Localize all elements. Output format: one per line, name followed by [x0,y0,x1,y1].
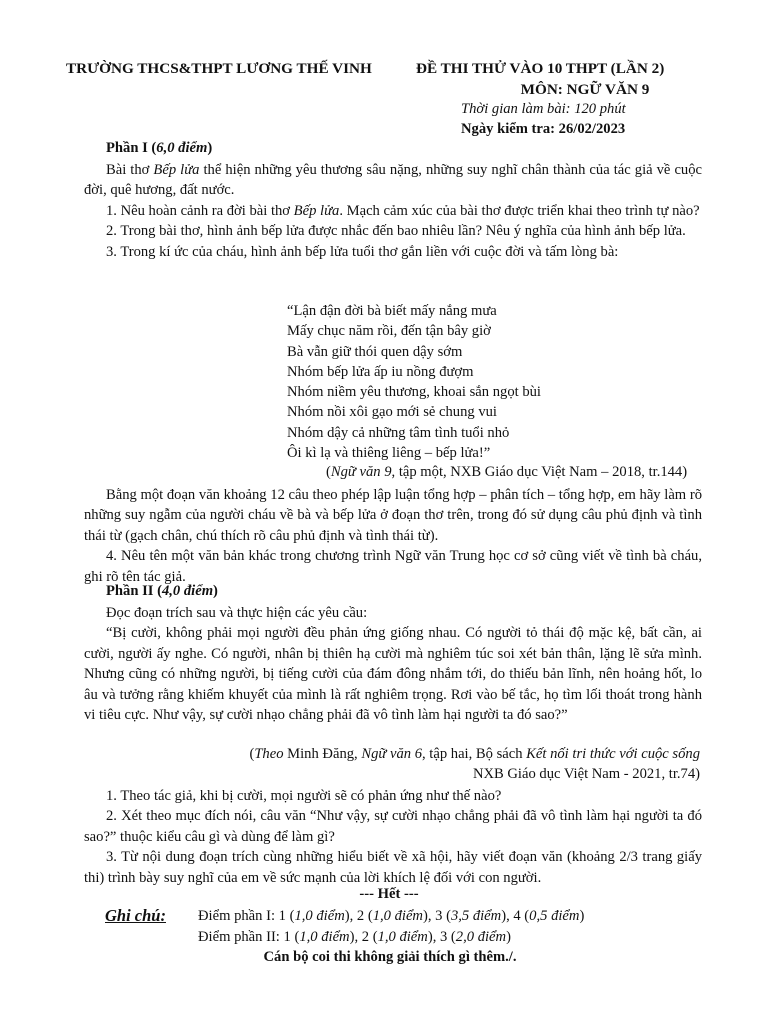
part1-heading: Phần I (6,0 điểm) [106,140,213,156]
subject: MÔN: NGỮ VĂN 9 [520,81,650,98]
poem-line: Nhóm bếp lửa ấp iu nồng đượm [287,363,474,380]
school-name: TRƯỜNG THCS&THPT LƯƠNG THẾ VINH [66,60,372,77]
poem-line: Bà vẫn giữ thói quen dậy sớm [287,343,463,360]
part1-task: Bằng một đoạn văn khoảng 12 câu theo phép lập luận tổng hợp – phân tích – tổng hợp, em hãy làm rõ những suy ngẫm của người cháu về bà và bếp lửa ở đoạn thơ trên, trong đó sử dụng câu phủ định và tình thái từ (gạch chân, chú thích rõ câu phủ định và tình thái từ). [84,487,702,544]
part1-body [84,160,702,262]
poem-line: “Lận đận đời bà biết mấy nắng mưa [287,303,497,319]
poem-line: Mấy chục năm rồi, đến tận bây giờ [287,323,491,340]
part1-question-4: 4. Nêu tên một văn bản khác trong chương trình Ngữ văn Trung học cơ sở cũng viết về tình bà cháu, ghi rõ tên tác giả. [84,548,702,585]
poem-line: Nhóm niềm yêu thương, khoai sắn ngọt bùi [287,384,541,401]
score-part2: Điểm phần II: 1 (1,0 điểm), 2 (1,0 điểm), 3 (2,0 điểm) [198,929,511,945]
part2-question-2: 2. Xét theo mục đích nói, câu văn “Như vậy, sự cười nhạo chẳng phải đã vô tình làm hại người ta đó sao?” thuộc kiểu câu gì và dùng để làm gì? [84,808,702,845]
exam-date: Ngày kiểm tra: 26/02/2023 [461,121,626,137]
poem-excerpt [287,301,541,463]
part2-questions [84,786,702,888]
part1-task-block [84,485,702,587]
poem-line: Nhóm dậy cả những tâm tình tuổi nhỏ [287,424,510,441]
part2-intro: Đọc đoạn trích sau và thực hiện các yêu cầu: [106,605,368,621]
part2-question-1: 1. Theo tác giả, khi bị cười, mọi người sẽ có phản ứng như thế nào? [106,788,502,804]
part1-question-1: 1. Nêu hoàn cảnh ra đời bài thơ Bếp lửa. Mạch cảm xúc của bài thơ được triển khai theo trình tự nào? [106,202,700,219]
poem-line: Nhóm nồi xôi gạo mới sẻ chung vui [287,404,497,421]
part2-heading: Phần II (4,0 điểm) [106,583,218,599]
closing-note: Cán bộ coi thi không giải thích gì thêm./. [263,949,517,965]
part2-question-3: 3. Từ nội dung đoạn trích cùng những hiểu biết về xã hội, hãy viết đoạn văn (khoảng 2/3 trang giấy thi) trình bày suy nghĩ của em về sức mạnh của lời khích lệ đối với con người. [84,849,702,886]
part2-excerpt: “Bị cười, không phải mọi người đều phản ứng giống nhau. Có người tỏ thái độ mặc kệ, bất cần, ai cười, người ấy nghe. Có người, nhân bị thiên hạ cười mà nghiêm túc soi xét bản thân, lặng lẽ sửa mình. Nhưng cũng có những người, bị tiếng cười của đám đông nhắm tới, do thiếu bản lĩnh, nên hoảng hốt, lo âu và tưởng rằng khiếm khuyết của mình là rất nghiêm trọng. Rơi vào bế tắc, họ tìm lối thoát trong hành vi tiêu cực. Như vậy, sự cười nhạo chẳng phải đã vô tình làm hại người ta đó sao?” [84,625,702,724]
score-part1: Điểm phần I: 1 (1,0 điểm), 2 (1,0 điểm), 3 (3,5 điểm), 4 (0,5 điểm) [198,908,585,924]
note-label: Ghi chú: [105,906,166,925]
part1-question-3: 3. Trong kí ức của cháu, hình ảnh bếp lửa tuổi thơ gắn liền với cuộc đời và tấm lòng bà: [106,243,619,260]
excerpt-source-line-2: NXB Giáo dục Việt Nam - 2021, tr.74) [472,766,700,782]
exam-title: ĐỀ THI THỬ VÀO 10 THPT (LẦN 2) [416,60,665,77]
poem-line: Ôi kì lạ và thiêng liêng – bếp lửa!” [287,445,491,462]
part1-intro: Bài thơ Bếp lửa thể hiện những yêu thương sâu nặng, những suy nghĩ chân thành của tác giả về cuộc đời, quê hương, đất nước. [84,162,702,199]
end-mark: --- Hết --- [359,886,419,902]
poem-source: (Ngữ văn 9, tập một, NXB Giáo dục Việt Nam – 2018, tr.144) [326,464,688,480]
part1-question-2: 2. Trong bài thơ, hình ảnh bếp lửa được nhắc đến bao nhiêu lần? Nêu ý nghĩa của hình ảnh bếp lửa. [106,223,686,240]
excerpt-source-line-1: (Theo Minh Đăng, Ngữ văn 6, tập hai, Bộ sách Kết nối tri thức với cuộc sống [249,746,700,762]
part2-body [84,603,702,725]
exam-duration: Thời gian làm bài: 120 phút [461,101,626,117]
